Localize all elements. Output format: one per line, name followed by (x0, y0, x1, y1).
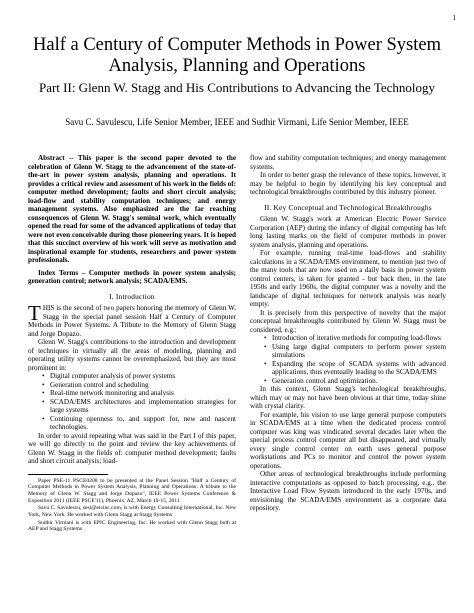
footnote-author-2: Sudhir Virmani is with EPIC Engineering, Inc. He worked with Glenn Stagg both at AEP and Stagg Systems (28, 519, 236, 533)
right-column (250, 154, 446, 513)
intro-bullet-list (28, 372, 236, 432)
right-paragraph-8: Other areas of technological breakthroughs include performing interactive computations as opposed to batch processing, e.g., the Interactive Load Flow System introduced in the early 1970s, and envisioning the SCADA/EMS environment as a corporate data repository. (250, 470, 446, 512)
right-paragraph-6: In this context, Glenn Stagg's technological breakthroughs, which may or may not have been obvious at that time, today shine with crystal clarity. (250, 385, 446, 410)
intro-paragraph-2: Glenn W. Stagg's contributions to the introduction and development of techniques in virtually all the areas of modeling, planning and operating utility systems cannot be overemphasized, but they are most prominent in: (28, 338, 236, 372)
left-column (28, 154, 236, 534)
drop-cap: T (28, 301, 41, 325)
right-paragraph-2: In order to better grasp the relevance of these topics, however, it may be helpful to begin by identifying his key conceptual and technological breakthroughs contributed by this industry pioneer. (250, 171, 446, 196)
list-item: • Using large digital computers to perform power system simulations (272, 343, 446, 360)
list-item: • Expanding the scope of SCADA systems with advanced applications, thus eventually leading to the SCADA/EMS (272, 360, 446, 377)
intro-paragraph-1 (28, 301, 236, 338)
abstract: Abstract -- This paper is the second paper devoted to the celebration of Glenn W. Stagg to the advancement of the state-of-the-art in power system analysis, planning and operations. It provides a critical review and assessment of his work in the fields of: computer method development; faults and short circuit analysis; load-flow and stability computation techniques; and energy management systems. Also emphasized are the far reaching consequences of Glenn W. Stagg's seminal work, which eventually opened the road for some of the advanced applications of today that were not even conceivable during those pioneering years. It is hoped that this succinct overview of his work will serve as motivation and inspirational example for students, researchers and power system professionals. (28, 154, 236, 264)
footnote-author-1: Savu C. Savulescu, sesi@eicinc.com, is with Energy Consulting International, Inc. New York, New York. He worked with Glenn Stagg at Stagg Systems (28, 505, 236, 519)
footnote-divider (28, 474, 108, 475)
paper-title: Half a Century of Computer Methods in Power System Analysis, Planning and Operations (33, 35, 441, 76)
list-item: • Continuing openness to, and support for, new and nascent technologies. (50, 415, 236, 432)
right-paragraph-5: It is precisely from this perspective of novelty that the major conceptual breakthroughs contributed by Glenn W. Stagg must be considered, e.g.: (250, 308, 446, 334)
list-item: • SCADA/EMS architectures and implementation strategies for large systems (50, 398, 236, 415)
list-item: • Real-time network monitoring and analysis (50, 389, 236, 398)
list-item: • Introduction of iterative methods for computing load-flows (272, 334, 446, 343)
footnote-paper-info: Paper PSE-11 PSCE0208 to be presented at the Panel Session "Half a Century of Computer Methods in Power System Analysis, Planning and Operations. A tribute to the Memory of Glenn W. Stagg and Jorge Dopazo", IEEE Power Systems Conference & Exposition 2011 (IEEE PSCE'11), Phoenix, AZ, March 10-15, 2011 (28, 477, 236, 504)
right-paragraph-3: Glenn W. Stagg's work at American Electric Power Service Corporation (AEP) during the infancy of digital computing has left long lasting marks on the field of computer methods in power system analysis, planning and operations. (250, 215, 446, 249)
breakthrough-bullet-list (250, 334, 446, 385)
index-terms: Index Terms – Computer methods in power system analysis; generation control; network analysis; SCADA/EMS. (28, 268, 236, 285)
footnotes (28, 478, 236, 534)
list-item: • Digital computer analysis of power systems (50, 372, 236, 381)
intro-paragraph-3: In order to avoid repeating what was said in the Part I of this paper, we will go directly to the point and review the key achievements of Glenn W. Stagg in the fields of: computer method development; faults and short circuit analysis; load- (28, 431, 236, 465)
page-number: 1 (452, 14, 456, 22)
right-paragraph-7: For example, his vision to use large general purpose computers in SCADA/EMS at a time when the dedicated process control computer was king was vindicated several decades later when the special process control computer all but disappeared, and virtually every single control center on earth uses general purpose workstations and PCs to monitor and control the power system operations. (250, 410, 446, 470)
section-heading-introduction: I. Introduction (109, 291, 155, 301)
author-line: Savu C. Savulescu, Life Senior Member, IEEE and Sudhir Virmani, Life Senior Member, IEEE (65, 117, 409, 127)
intro-paragraph-1-text: HIS is the second of two papers honoring the memory of Glenn W. Stagg in the special panel session Half a Century of Computer Methods in Power Systems. A Tribute to the Memory of Glenn Stagg and Jorge Dopazo. (28, 304, 236, 338)
paper-subtitle: Part II: Glenn W. Stagg and His Contributions to Advancing the Technology (38, 80, 436, 95)
list-item: • Generation control and optimization. (272, 377, 446, 386)
right-paragraph-1: flow and stability computation techniques; and energy management systems. (250, 154, 446, 171)
right-paragraph-4: For example, running real-time load-flows and stability calculations in a SCADA/EMS environment, to mention just two of the many tools that are now used on a daily basis in power system control centers, is taken for granted - but back then, in the late 1950s and early 1960s, the digital computer was a novelty and the landscape of digital techniques for network analysis was nearly empty. (250, 249, 446, 308)
list-item: • Generation control and scheduling (50, 381, 236, 390)
section-heading-breakthroughs: II. Key Conceptual and Technological Breakthroughs (264, 202, 432, 212)
